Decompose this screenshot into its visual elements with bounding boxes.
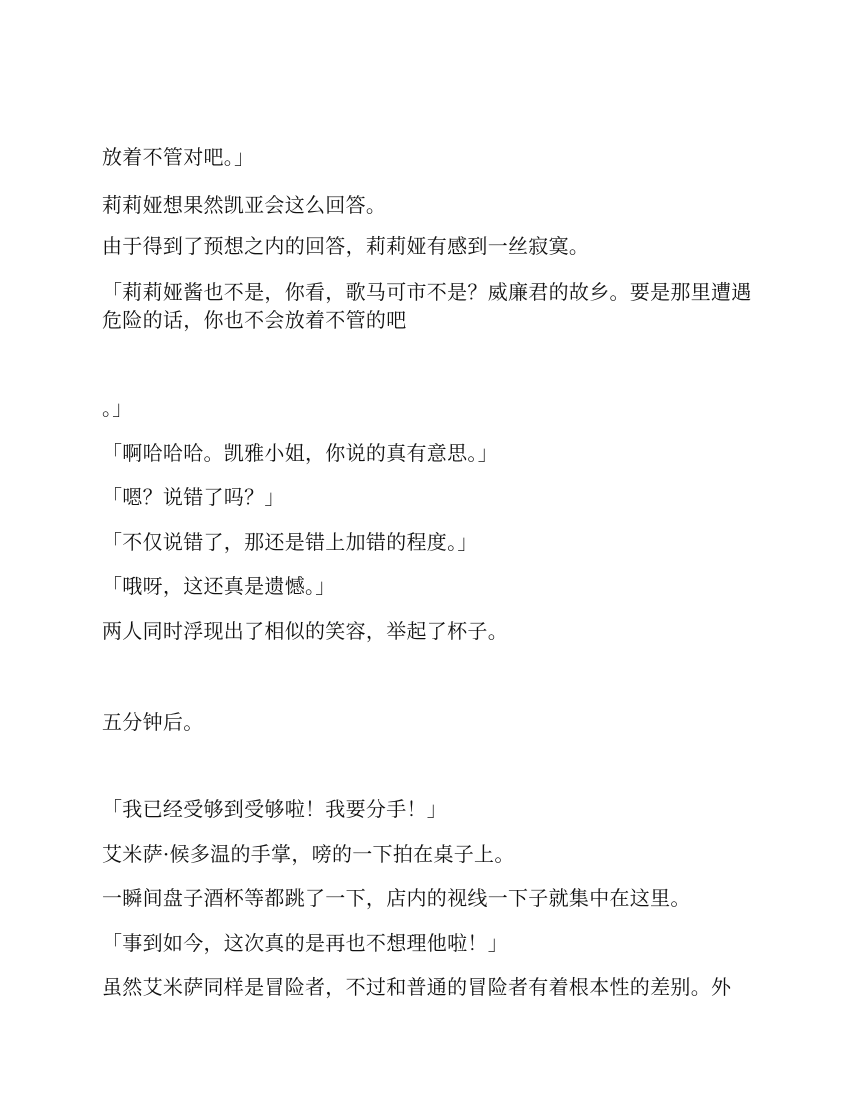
paragraph: 由于得到了预想之内的回答，莉莉娅有感到一丝寂寞。 — [102, 234, 590, 258]
paragraph: 「嗯？说错了吗？」 — [102, 485, 285, 509]
paragraph: 。」 — [102, 396, 133, 420]
paragraph: 「不仅说错了，那还是错上加错的程度。」 — [102, 530, 478, 554]
paragraph: 五分钟后。 — [102, 710, 204, 734]
paragraph: 两人同时浮现出了相似的笑容，举起了杯子。 — [102, 619, 508, 643]
paragraph: 「哦呀，这还真是遗憾。」 — [102, 574, 336, 598]
paragraph: 虽然艾米萨同样是冒险者，不过和普通的冒险者有着根本性的差别。外 — [102, 975, 732, 999]
paragraph: 「我已经受够到受够啦！我要分手！」 — [102, 797, 448, 821]
paragraph: 「莉莉娅酱也不是，你看，歌马可市不是？威廉君的故乡。要是那里遭遇危险的话，你也不会放着不管的吧 — [102, 280, 752, 332]
paragraph: 放着不管对吧。」 — [102, 145, 255, 169]
paragraph: 「事到如今，这次真的是再也不想理他啦！」 — [102, 931, 508, 955]
paragraph: 「啊哈哈哈。凯雅小姐，你说的真有意思。」 — [102, 441, 498, 465]
paragraph: 莉莉娅想果然凯亚会这么回答。 — [102, 193, 387, 217]
paragraph: 艾米萨·候多温的手掌，嗙的一下拍在桌子上。 — [102, 842, 515, 866]
paragraph: 一瞬间盘子酒杯等都跳了一下，店内的视线一下子就集中在这里。 — [102, 886, 691, 910]
